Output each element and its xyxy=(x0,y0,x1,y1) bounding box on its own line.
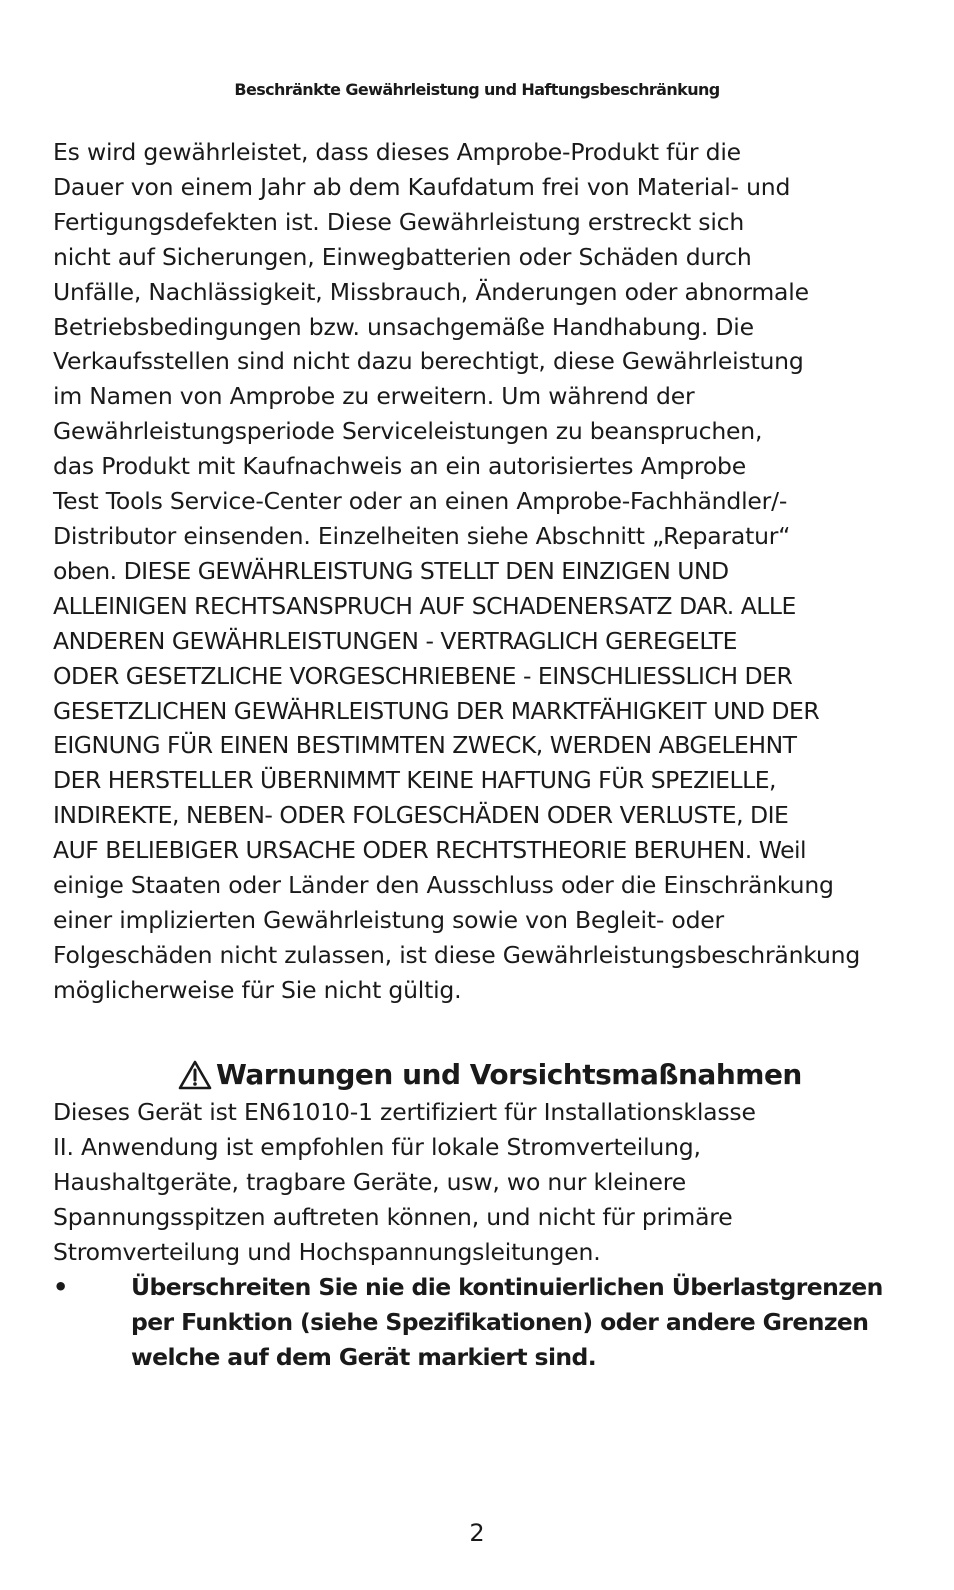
warranty-heading: Beschränkte Gewährleistung und Haftungsbeschränkung xyxy=(234,80,720,99)
warranty-line: GESETZLICHEN GEWÄHRLEISTUNG DER MARKTFÄHIGKEIT UND DER xyxy=(53,696,820,725)
warranty-line: ALLEINIGEN RECHTSANSPRUCH AUF SCHADENERSATZ DAR. ALLE xyxy=(53,591,796,620)
warranty-line: möglicherweise für Sie nicht gültig. xyxy=(53,975,462,1004)
bullet-symbol: • xyxy=(53,1273,69,1301)
warranty-line: DER HERSTELLER ÜBERNIMMT KEINE HAFTUNG FÜR SPEZIELLE, xyxy=(53,766,777,795)
warnings-line: Stromverteilung und Hochspannungsleitungen. xyxy=(53,1237,601,1266)
bullet-line: per Funktion (siehe Spezifikationen) oder andere Grenzen xyxy=(131,1307,869,1336)
warranty-line: EIGNUNG FÜR EINEN BESTIMMTEN ZWECK, WERDEN ABGELEHNT xyxy=(53,731,797,760)
bullet-line: Überschreiten Sie nie die kontinuierlichen Überlastgrenzen xyxy=(131,1273,883,1301)
page-number: 2 xyxy=(469,1519,485,1547)
warranty-line: Test Tools Service-Center oder an einen Amprobe-Fachhändler/- xyxy=(53,487,788,516)
warranty-line: Gewährleistungsperiode Serviceleistungen zu beanspruchen, xyxy=(53,417,763,446)
bullet-line: welche auf dem Gerät markiert sind. xyxy=(131,1342,597,1371)
warnings-heading xyxy=(178,1057,818,1093)
warranty-line: Verkaufsstellen sind nicht dazu berechtigt, diese Gewährleistung xyxy=(53,347,804,376)
warnings-line: II. Anwendung ist empfohlen für lokale Stromverteilung, xyxy=(53,1132,701,1161)
warnings-line: Spannungsspitzen auftreten können, und nicht für primäre xyxy=(53,1202,733,1231)
warnings-line: Haushaltgeräte, tragbare Geräte, usw, wo nur kleinere xyxy=(53,1167,686,1196)
warranty-line: nicht auf Sicherungen, Einwegbatterien oder Schäden durch xyxy=(53,242,752,271)
warranty-line: einige Staaten oder Länder den Ausschluss oder die Einschränkung xyxy=(53,871,834,900)
warranty-paragraph xyxy=(53,135,933,1008)
warranty-line: Fertigungsdefekten ist. Diese Gewährleistung erstreckt sich xyxy=(53,207,745,236)
warnings-line: Dieses Gerät ist EN61010-1 zertifiziert für Installationsklasse xyxy=(53,1098,756,1126)
warranty-line: INDIREKTE, NEBEN- ODER FOLGESCHÄDEN ODER VERLUSTE, DIE xyxy=(53,801,789,830)
warnings-heading-text: Warnungen und Vorsichtsmaßnahmen xyxy=(216,1058,802,1091)
warranty-line: Es wird gewährleistet, dass dieses Amprobe-Produkt für die xyxy=(53,138,741,166)
warranty-line: ANDEREN GEWÄHRLEISTUNGEN - VERTRAGLICH GEREGELTE xyxy=(53,626,737,655)
warranty-line: oben. DIESE GEWÄHRLEISTUNG STELLT DEN EINZIGEN UND xyxy=(53,556,729,585)
warranty-line: das Produkt mit Kaufnachweis an ein autorisiertes Amprobe xyxy=(53,452,746,481)
warranty-line: einer implizierten Gewährleistung sowie von Begleit- oder xyxy=(53,905,725,934)
warranty-line: im Namen von Amprobe zu erweitern. Um während der xyxy=(53,382,695,411)
warranty-line: Distributor einsenden. Einzelheiten siehe Abschnitt „Reparatur“ xyxy=(53,521,791,550)
warranty-line: Folgeschäden nicht zulassen, ist diese Gewährleistungsbeschränkung xyxy=(53,940,861,969)
warranty-line: Dauer von einem Jahr ab dem Kaufdatum frei von Material- und xyxy=(53,172,791,201)
warranty-line: ODER GESETZLICHE VORGESCHRIEBENE - EINSCHLIESSLICH DER xyxy=(53,661,793,690)
warranty-line: Betriebsbedingungen bzw. unsachgemäße Handhabung. Die xyxy=(53,312,754,341)
warnings-paragraph xyxy=(53,1095,933,1270)
warranty-line: AUF BELIEBIGER URSACHE ODER RECHTSTHEORIE BERUHEN. Weil xyxy=(53,836,807,865)
warning-triangle-icon xyxy=(178,1060,212,1090)
bullet-text xyxy=(131,1270,931,1375)
warranty-line: Unfälle, Nachlässigkeit, Missbrauch, Änderungen oder abnormale xyxy=(53,277,809,306)
